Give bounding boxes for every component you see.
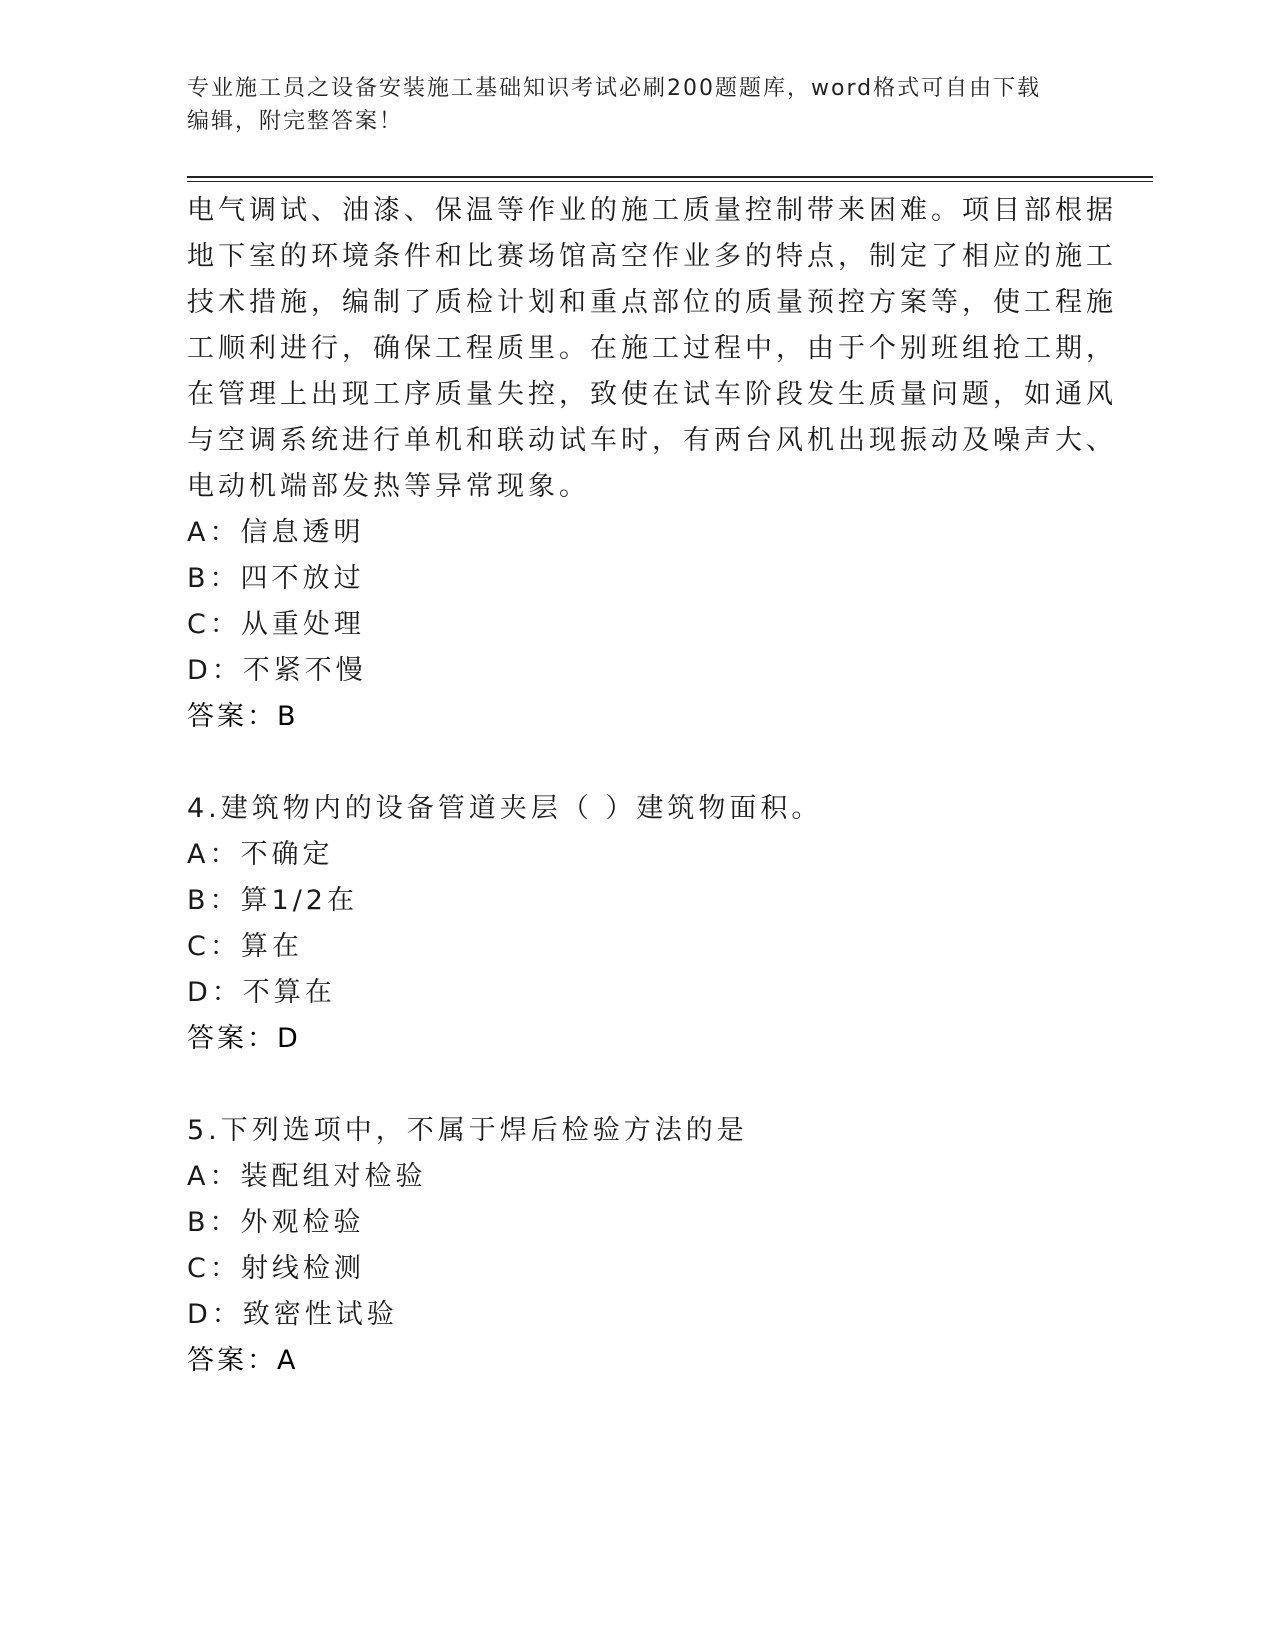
- question-3-option-c: C：从重处理: [187, 609, 365, 640]
- question-5-answer: 答案：A: [187, 1345, 299, 1376]
- question-3-block: [187, 188, 1117, 740]
- question-3-line: 工顺利进行，确保工程质里。在施工过程中，由于个别班组抢工期，: [187, 333, 1117, 364]
- question-4-option-b: B：算1/2在: [187, 885, 358, 916]
- question-5-option-a: A：装配组对检验: [187, 1161, 427, 1192]
- question-3-answer: 答案：B: [187, 701, 299, 732]
- question-4-option-c: C：算在: [187, 931, 303, 962]
- question-4-block: [187, 786, 1087, 1062]
- question-4-stem: 4.建筑物内的设备管道夹层（ ）建筑物面积。: [187, 793, 823, 824]
- header-divider-thin: [187, 181, 1153, 182]
- question-4-option-d: D：不算在: [187, 977, 336, 1008]
- question-5-option-d: D：致密性试验: [187, 1299, 398, 1330]
- question-3-option-b: B：四不放过: [187, 563, 365, 594]
- question-spacer: [187, 1062, 1087, 1108]
- question-5-block: [187, 1108, 1087, 1384]
- question-3-option-a: A：信息透明: [187, 517, 365, 548]
- question-4-answer: 答案：D: [187, 1023, 301, 1054]
- question-5-stem: 5.下列选项中，不属于焊后检验方法的是: [187, 1115, 748, 1146]
- question-5-option-b: B：外观检验: [187, 1207, 365, 1238]
- header-title-line-2: 编辑，附完整答案！: [187, 109, 404, 134]
- question-3-line: 地下室的环境条件和比赛场馆高空作业多的特点，制定了相应的施工: [187, 241, 1117, 272]
- question-spacer: [187, 740, 1087, 786]
- question-3-line: 在管理上出现工序质量失控，致使在试车阶段发生质量问题，如通风: [187, 379, 1117, 410]
- document-body: [187, 188, 1117, 1384]
- question-3-line: 技术措施，编制了质检计划和重点部位的质量预控方案等，使工程施: [187, 287, 1117, 318]
- question-3-line: 电动机端部发热等异常现象。: [187, 471, 590, 502]
- question-3-line: 与空调系统进行单机和联动试车时，有两台风机出现振动及噪声大、: [187, 425, 1117, 456]
- document-header: [187, 72, 1087, 138]
- question-3-option-d: D：不紧不慢: [187, 655, 367, 686]
- question-4-option-a: A：不确定: [187, 839, 334, 870]
- header-divider-thick: [187, 176, 1153, 178]
- question-3-stem: [187, 188, 1117, 510]
- header-title-line-1: 专业施工员之设备安装施工基础知识考试必刷200题题库，word格式可自由下载: [187, 76, 1042, 101]
- question-3-line: 电气调试、油漆、保温等作业的施工质量控制带来困难。项目部根据: [187, 195, 1117, 226]
- question-5-option-c: C：射线检测: [187, 1253, 365, 1284]
